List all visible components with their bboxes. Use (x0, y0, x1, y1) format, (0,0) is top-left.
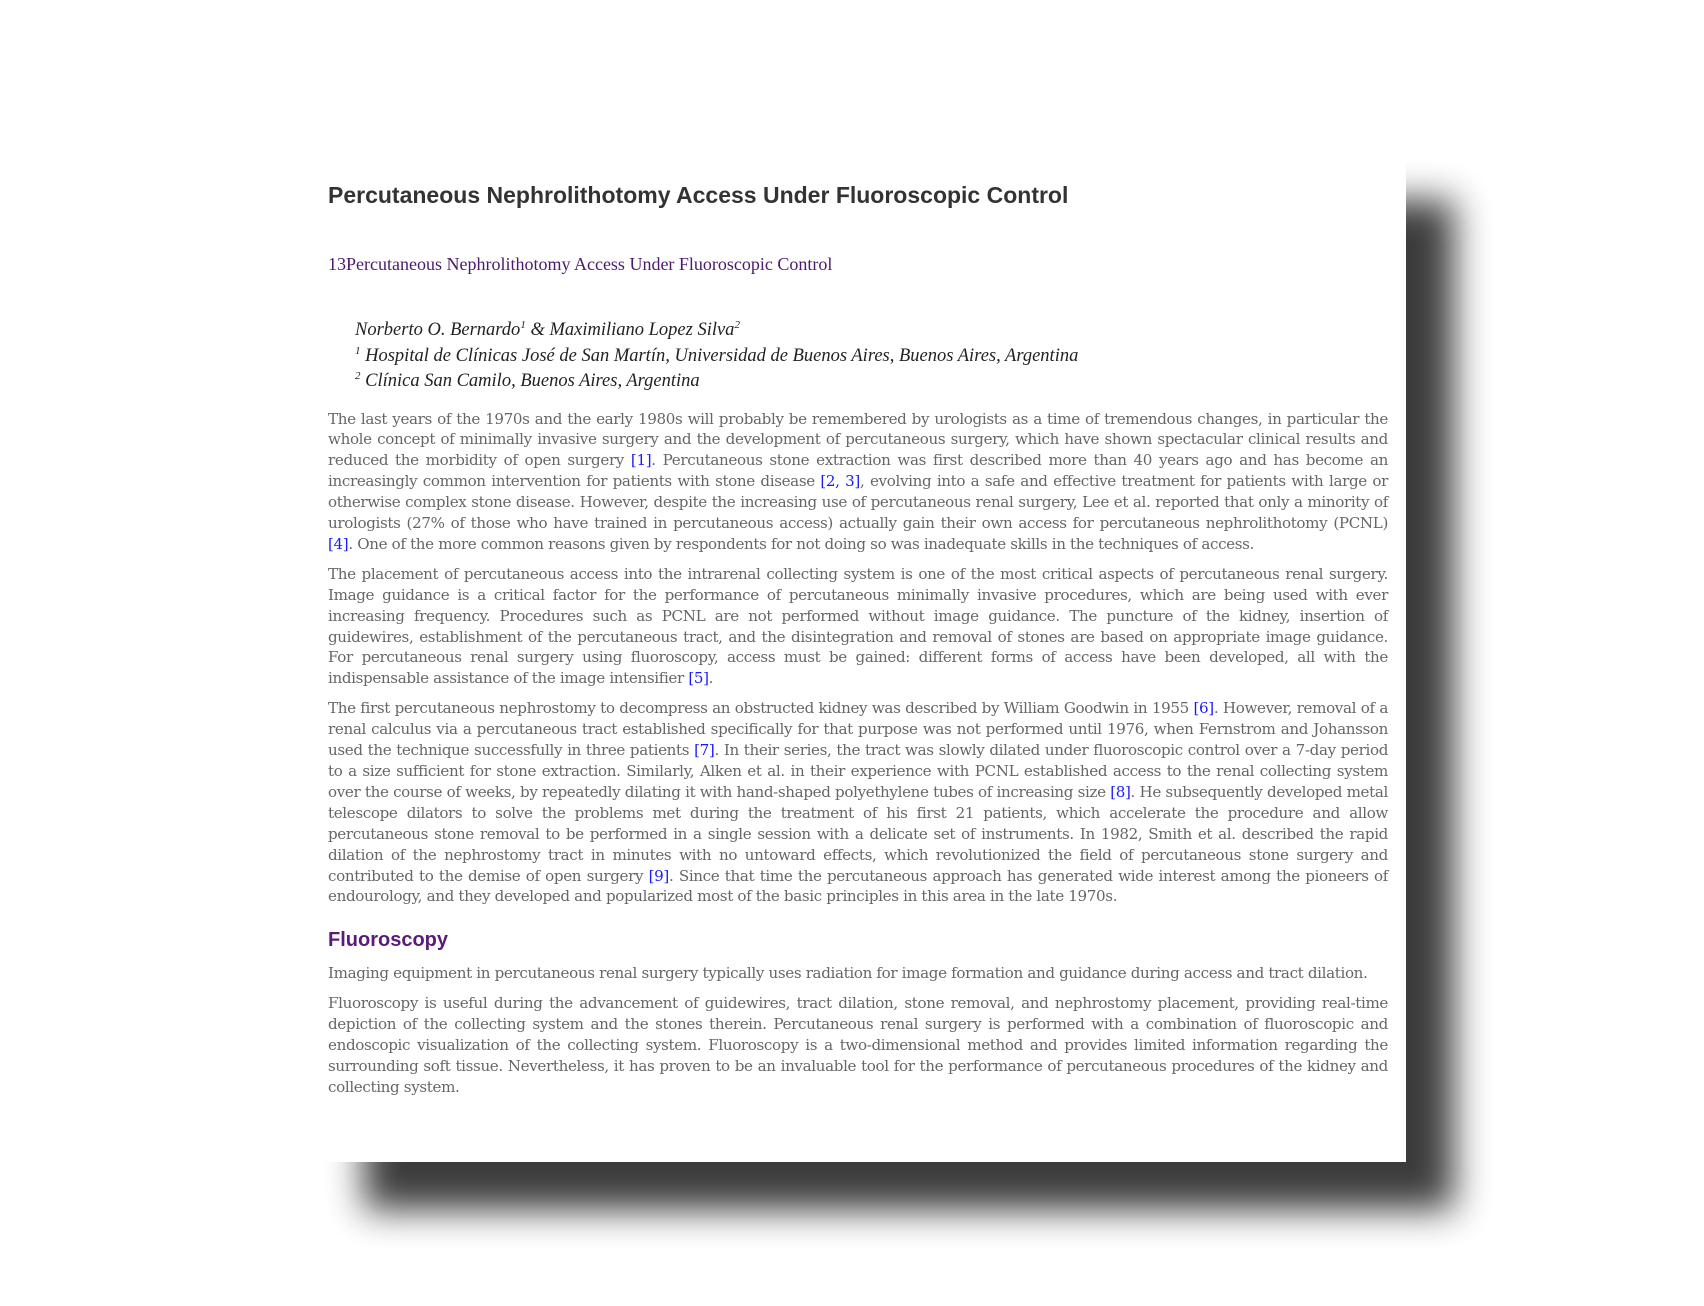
body-paragraph: Imaging equipment in percutaneous renal surgery typically uses radiation for image formation and guidance during access and tract dilation. (328, 964, 1368, 983)
affiliation-text: Hospital de Clínicas José de San Martín, Universidad de Buenos Aires, Buenos Aires, Argentina (360, 345, 1079, 366)
body-paragraph: Fluoroscopy is useful during the advancement of guidewires, tract dilation, stone removal, and nephrostomy placement, providing real-time depiction of the collecting system and the stones therein. Percutaneous renal surgery is performed with a combination of fluoroscopic and endoscopic visualization of the collecting system. Fluoroscopy is a two-dimensional method and provides limited information regarding the surrounding soft tissue. Nevertheless, it has proven to be an invaluable tool for the performance of percutaneous procedures of the kidney and collecting system. (328, 994, 1388, 1096)
author-name: Maximiliano Lopez Silva (549, 320, 735, 340)
paragraph-text: The last years of the 1970s and the early 1980s will probably be remembered by urologists as a time of tremendous changes, in particular the whole concept of minimally invasive surgery and the development of percutaneous surgery, which have shown spectacular clinical results and reduced the morbidity of open surgery (328, 409, 1388, 470)
paragraph-text: . However, removal of a renal calculus via a percutaneous tract established specifically for that purpose was not performed until 1976, when Fernstrom and Johansson used the technique successfully in three patients (328, 699, 1388, 760)
citation-link[interactable]: [9] (648, 866, 669, 885)
section-heading: Fluoroscopy (328, 929, 449, 952)
citation-link[interactable]: [2, 3] (820, 472, 860, 491)
paragraph-text: , evolving into a safe and effective treatment for patients with large or otherwise complex stone disease. However, despite the increasing use of percutaneous renal surgery, Lee et al. reported that only a minority of urologists (27% of those who have trained in percutaneous access) actually gain their own access for percutaneous nephrolithotomy (PCNL) (328, 472, 1389, 533)
paragraph-text: . Percutaneous stone extraction was first described more than 40 years ago and has become an increasingly common intervention for patients with stone disease (328, 451, 1388, 491)
paragraph-text: . (708, 669, 714, 688)
affiliation-marker: 1 (520, 319, 526, 331)
citation-link[interactable]: [4] (328, 534, 349, 553)
citation-link[interactable]: [7] (694, 741, 715, 760)
paragraph-text: . Since that time the percutaneous approach has generated wide interest among the pioneers of endourology, and they developed and popularized most of the basic principles in this area in the late 1970s. (328, 866, 1388, 906)
affiliation-line (355, 369, 1388, 395)
citation-link[interactable]: [8] (1110, 782, 1131, 801)
affiliation-marker: 2 (734, 319, 740, 331)
body-paragraph (328, 409, 1388, 555)
affiliation-marker: 1 (355, 344, 361, 357)
affiliation-text: Clínica San Camilo, Buenos Aires, Argentina (360, 371, 700, 391)
body-paragraph (328, 698, 1388, 907)
document-page (316, 152, 1406, 1162)
affiliation-marker: 2 (355, 370, 361, 382)
author-separator: & (525, 320, 550, 340)
citation-link[interactable]: [1] (630, 451, 652, 470)
author-name: Norberto O. Bernardo (355, 320, 521, 340)
affiliation-line (355, 344, 1388, 370)
author-line (355, 318, 1388, 344)
paragraph-text: . One of the more common reasons given by respondents for not doing so was inadequate skills in the techniques of access. (348, 534, 1254, 553)
chapter-running-head: 13Percutaneous Nephrolithotomy Access Under Fluoroscopic Control (328, 254, 833, 274)
paragraph-text: The placement of percutaneous access into the intrarenal collecting system is one of the most critical aspects of percutaneous renal surgery. Image guidance is a critical factor for the performance of percutaneous minimally invasive procedures, which are being used with ever increasing frequency. Procedures such as PCNL are not performed without image guidance. The puncture of the kidney, insertion of guidewires, establishment of the percutaneous tract, and the disintegration and removal of stones are based on appropriate image guidance. For percutaneous renal surgery using fluoroscopy, access must be gained: different forms of access have been developed, all with the indispensable assistance of the image intensifier (328, 564, 1388, 688)
body-paragraph (328, 564, 1388, 689)
paragraph-text: . He subsequently developed metal telescope dilators to solve the problems met during the treatment of his first 21 patients, which accelerate the procedure and allow percutaneous stone removal to be performed in a single session with a delicate set of instruments. In 1982, Smith et al. described the rapid dilation of the nephrostomy tract in minutes with no untoward effects, which revolutionized the field of percutaneous stone surgery and contributed to the demise of open surgery (328, 782, 1388, 885)
paragraph-text: . In their series, the tract was slowly dilated under fluoroscopic control over a 7-day period to a size sufficient for stone extraction. Similarly, Alken et al. in their experience with PCNL established access to the renal collecting system over the course of weeks, by repeatedly dilating it with hand-shaped polyethylene tubes of increasing size (328, 741, 1389, 801)
authors-block (355, 318, 1388, 395)
citation-link[interactable]: [6] (1193, 699, 1214, 718)
citation-link[interactable]: [5] (688, 669, 709, 688)
body-text (328, 409, 1388, 1098)
paragraph-text: The first percutaneous nephrostomy to decompress an obstructed kidney was described by William Goodwin in 1955 (328, 699, 1194, 718)
document-title: Percutaneous Nephrolithotomy Access Under Fluoroscopic Control (328, 182, 1069, 208)
